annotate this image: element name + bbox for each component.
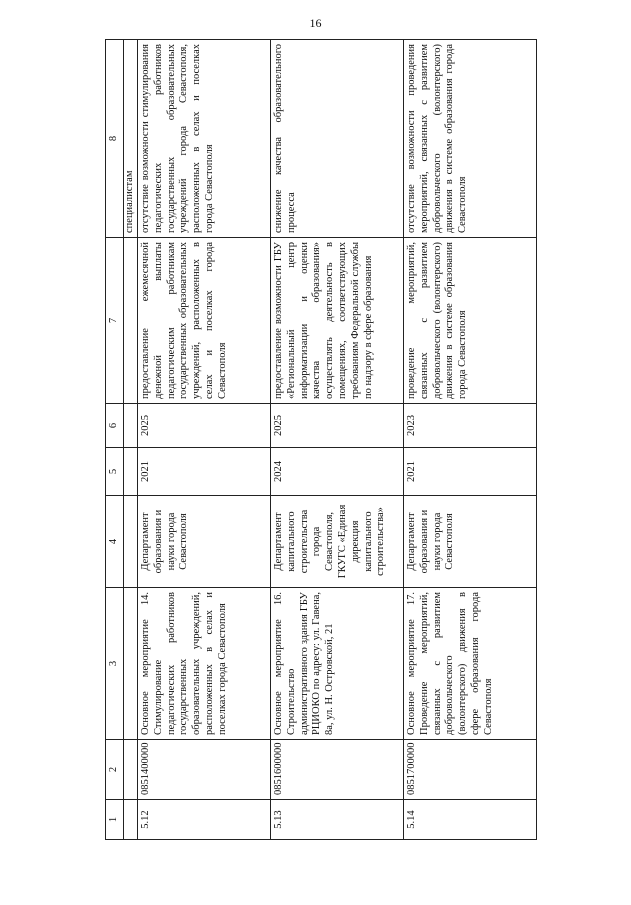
page-number: 16 [309,16,322,30]
end-year: 2023 [404,404,537,448]
start-year: 2024 [271,448,404,496]
column-number: 8 [106,40,124,238]
expected-result: проведение мероприятий, связанных с развитием добровольческого (волонтерского) движения в системе образования города Севастополя [404,238,537,404]
column-number: 5 [106,448,124,496]
column-number-row [106,40,124,840]
table-row [271,40,404,840]
non-fulfillment-consequence: снижение качества образовательного процесса [271,40,404,238]
empty-cell [124,496,138,588]
expected-result: предоставление возможности ГБУ «Региональный центр информатизации и оценки качества образования» осуществлять деятельность в помещениях, соответствующих требованиям Федеральной службы по надзору в сфере образования [271,238,404,404]
budget-code: 0851700000 [404,740,537,800]
expected-result: предоставление ежемесячной денежной выплаты педагогическим работникам государственных образовательных учреждений, расположенных в селах и поселках города Севастополя [138,238,271,404]
empty-cell [124,588,138,740]
continuation-text: специалистам [124,40,138,238]
table-row [404,40,537,840]
program-events-table [105,39,537,840]
end-year: 2025 [138,404,271,448]
non-fulfillment-consequence: отсутствие возможности стимулирования педагогических работников государственных образовательных учреждений города Севастополя, расположенных в селах и поселках города Севастополя [138,40,271,238]
event-name: Основное мероприятие 14. Стимулирование педагогических работников государственных образовательных учреждений, расположенных в селах и поселках города Севастополя [138,588,271,740]
empty-cell [124,404,138,448]
table-area [105,40,530,840]
column-number: 7 [106,238,124,404]
empty-cell [124,238,138,404]
rotated-table-wrapper [105,40,530,840]
row-number: 5.14 [404,800,537,840]
empty-cell [124,448,138,496]
non-fulfillment-consequence: отсутствие возможности проведения мероприятий, связанных с развитием добровольческого (волонтерского) движения в системе образования города Севастополя [404,40,537,238]
executor: Департамент капитального строительства города Севастополя, ГКУГС «Единая дирекция капитального строительства» [271,496,404,588]
start-year: 2021 [138,448,271,496]
event-name: Основное мероприятие 17. Проведение мероприятий, связанных с развитием добровольческого (волонтерского) движения в сфере образования города Севастополя [404,588,537,740]
budget-code: 0851600000 [271,740,404,800]
column-number: 1 [106,800,124,840]
row-number: 5.12 [138,800,271,840]
column-number: 4 [106,496,124,588]
column-number: 2 [106,740,124,800]
executor: Департамент образования и науки города Севастополя [138,496,271,588]
start-year: 2021 [404,448,537,496]
column-number: 6 [106,404,124,448]
executor: Департамент образования и науки города Севастополя [404,496,537,588]
table-row [138,40,271,840]
continuation-row [124,40,138,840]
empty-cell [124,800,138,840]
end-year: 2025 [271,404,404,448]
event-name: Основное мероприятие 16. Строительство административного здания ГБУ РЦИОКО по адресу: ул. Гавена, 8а, ул. Н. Островской, 21 [271,588,404,740]
budget-code: 0851400000 [138,740,271,800]
column-number: 3 [106,588,124,740]
row-number: 5.13 [271,800,404,840]
empty-cell [124,740,138,800]
